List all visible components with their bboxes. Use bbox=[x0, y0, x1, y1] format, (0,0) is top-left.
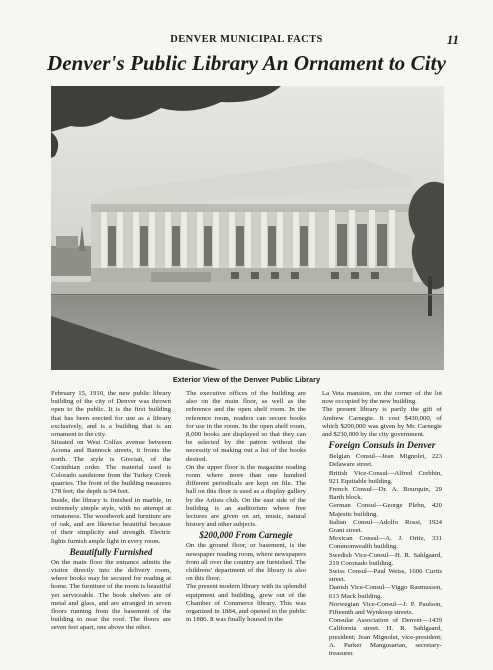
library-photograph bbox=[51, 86, 444, 370]
article-title: Denver's Public Library An Ornament to City bbox=[46, 51, 447, 75]
consul-entry: British Vice-Consul—Alfred Crebbin, 921 Equitable building. bbox=[329, 469, 442, 485]
running-head: DENVER MUNICIPAL FACTS bbox=[170, 34, 323, 45]
paragraph: Situated on West Colfax avenue between Acoma and Bannock streets, it fronts the north. The style is Grecian, of the Corinthian order. The material used is Colorado sandstone from the Turkey Creek quarries. The front of the building measures 178 feet; the depth is 94 feet. bbox=[51, 439, 171, 496]
paragraph: February 15, 1910, the new public library building of the city of Denver was thrown open to the public. It is the first building that has been erected for use as a library exclusively, and is a building that is an ornament to the city. bbox=[51, 390, 171, 439]
paragraph: On the main floor the entrance admits the visitor directly into the delivery room, where books may be secured for reading at home. The furniture of the room is beautiful yet serviceable. The book shelves are of metal and glass, and are arranged in seven floors running from the basement of the building to near the roof. The floors are seven feet apart, one above the other. bbox=[51, 558, 171, 632]
consul-entry: Consular Association of Denver—1439 California street. H. R. Sahlgaard, president; Jean Mignolet, vice-president; A. Parker Mangusarian, secretary-treasurer. bbox=[329, 617, 442, 658]
paragraph: Inside, the library is finished in marble, in extremely simple style, with no attempt at ornateness. The woodwork and furniture are of oak, and are likewise beautiful because of their simplicity and strength. Electric lights furnish ample light in every room. bbox=[51, 496, 171, 545]
paragraph: On the ground floor, or basement, is the newspaper reading room, where newspapers from all over the country are furnished. The childrens' department of the library is also on this floor. bbox=[186, 542, 306, 583]
consul-entry: French Consul—Dr. A. Bourquin, 29 Barth block. bbox=[329, 486, 442, 502]
paragraph: On the upper floor is the magazine reading room where more than one hundred different periodicals are kept on file. The hall on this floor is used as a display gallery by the Artists club. On the east side of the building is an auditorium where free lectures are given on art, music, natural history and other subjects. bbox=[186, 463, 306, 529]
consuls-heading: Foreign Consuls in Denver bbox=[328, 441, 436, 452]
paragraph: La Veta mansion, on the corner of the lot now occupied by the new building. bbox=[322, 390, 442, 406]
photo-caption: Exterior View of the Denver Public Library bbox=[172, 375, 321, 384]
consul-entry: Belgian Consul—Jean Mignolet, 223 Delaware street. bbox=[329, 453, 442, 469]
paragraph: The present library is partly the gift of Andrew Carnegie. It cost $430,000, of which $200,000 was given by Mr. Carnegie and $230,000 by the city government. bbox=[322, 406, 442, 439]
consul-entry: Swiss Consul—Paul Weiss, 1606 Curtis street. bbox=[329, 568, 442, 584]
column-3 bbox=[322, 390, 442, 658]
paragraph: The executive offices of the building are also on the main floor, as well as the reference and the open shelf room. In the reference room, readers can secure books for use in the room. In the open shelf room, 8,000 books are displayed so that they can be selected by the patron without the necessity of making out a list of the books desired. bbox=[186, 390, 306, 463]
consul-entry: Italian Consul—Adolfo Rossi, 1924 Grant street. bbox=[329, 518, 442, 535]
page-number: 11 bbox=[446, 32, 459, 47]
consul-entry: Danish Vice-Consul—Viggo Rasmussen, 613 Mack building. bbox=[329, 584, 442, 600]
paragraph: The present modern library with its splendid equipment and building, grew out of the Chamber of Commerce library. This was organized in 1884, and opened to the public in 1886. It was finally housed in the bbox=[186, 583, 306, 624]
column-2 bbox=[186, 390, 306, 624]
subhead: $200,000 From Carnegie bbox=[199, 530, 293, 541]
column-1 bbox=[51, 390, 171, 633]
consul-entry: Swedish Vice-Consul—H. R. Sahlgaard, 219 Coronado building. bbox=[329, 551, 442, 567]
consul-entry: Mexican Consul—A. J. Ortiz, 331 Commonwealth building. bbox=[329, 535, 442, 551]
subhead: Beautifully Furnished bbox=[69, 546, 153, 557]
consul-entry: German Consul—George Plehn, 420 Majestic building. bbox=[329, 502, 442, 518]
consul-entry: Norwegian Vice-Consul—J. P. Paulson, Fifteenth and Wynkoop streets. bbox=[329, 600, 442, 617]
